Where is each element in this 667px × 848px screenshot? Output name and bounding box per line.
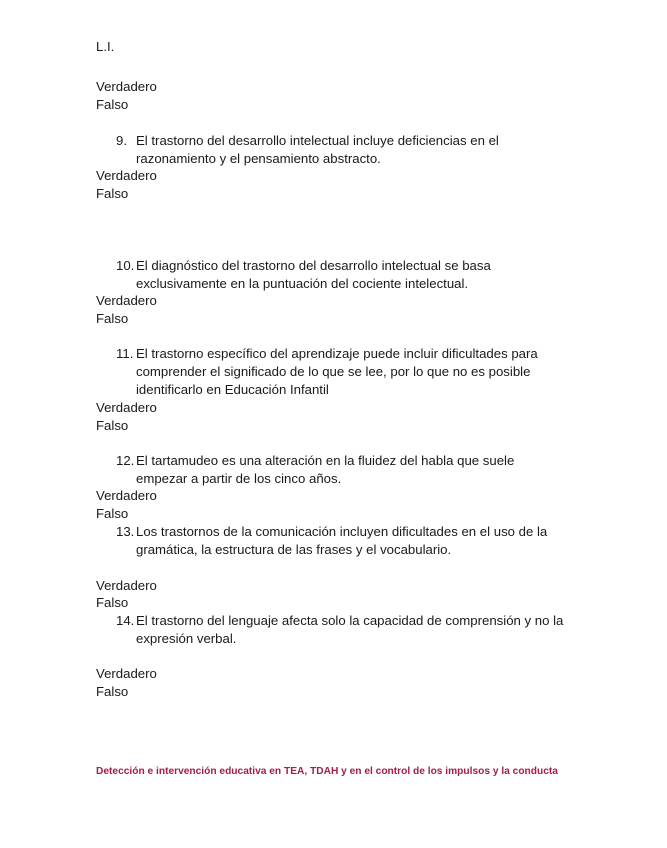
question-text: razonamiento y el pensamiento abstracto. <box>136 151 381 166</box>
answer-false-option[interactable]: Falso <box>96 506 129 521</box>
question-text: El diagnóstico del trastorno del desarrollo intelectual se basa <box>136 258 491 273</box>
answer-true-option[interactable]: Verdadero <box>96 168 157 183</box>
question-text: El trastorno específico del aprendizaje puede incluir dificultades para <box>136 346 538 361</box>
answer-true-option[interactable]: Verdadero <box>96 293 157 308</box>
question-text: Los trastornos de la comunicación incluyen dificultades en el uso de la <box>136 524 548 539</box>
question-number: 14. <box>116 613 135 628</box>
answer-true-option[interactable]: Verdadero <box>96 79 157 94</box>
question-number: 10. <box>116 258 135 273</box>
answer-true-option[interactable]: Verdadero <box>96 578 157 593</box>
question-number: 11. <box>116 346 134 361</box>
question-text: empezar a partir de los cinco años. <box>136 471 342 486</box>
answer-false-option[interactable]: Falso <box>96 684 129 699</box>
question-text: comprender el significado de lo que se lee, por lo que no es posible <box>136 364 531 379</box>
page-footer: Detección e intervención educativa en TEA, TDAH y en el control de los impulsos y la conducta <box>96 766 558 777</box>
question-text: El trastorno del lenguaje afecta solo la capacidad de comprensión y no la <box>136 613 564 628</box>
question-text: El tartamudeo es una alteración en la fluidez del habla que suele <box>136 453 515 468</box>
question-number: 9. <box>116 133 127 148</box>
question-text: exclusivamente en la puntuación del cociente intelectual. <box>136 276 469 291</box>
answer-false-option[interactable]: Falso <box>96 595 129 610</box>
answer-false-option[interactable]: Falso <box>96 97 129 112</box>
answer-false-option[interactable]: Falso <box>96 311 129 326</box>
answer-true-option[interactable]: Verdadero <box>96 400 157 415</box>
question-text: gramática, la estructura de las frases y el vocabulario. <box>136 542 452 557</box>
question-number: 12. <box>116 453 135 468</box>
author-initials: L.I. <box>96 39 115 54</box>
question-number: 13. <box>116 524 135 539</box>
question-text: El trastorno del desarrollo intelectual incluye deficiencias en el <box>136 133 499 148</box>
answer-false-option[interactable]: Falso <box>96 418 129 433</box>
question-text: expresión verbal. <box>136 631 237 646</box>
answer-true-option[interactable]: Verdadero <box>96 666 157 681</box>
question-text: identificarlo en Educación Infantil <box>136 382 329 397</box>
answer-false-option[interactable]: Falso <box>96 186 129 201</box>
answer-true-option[interactable]: Verdadero <box>96 488 157 503</box>
